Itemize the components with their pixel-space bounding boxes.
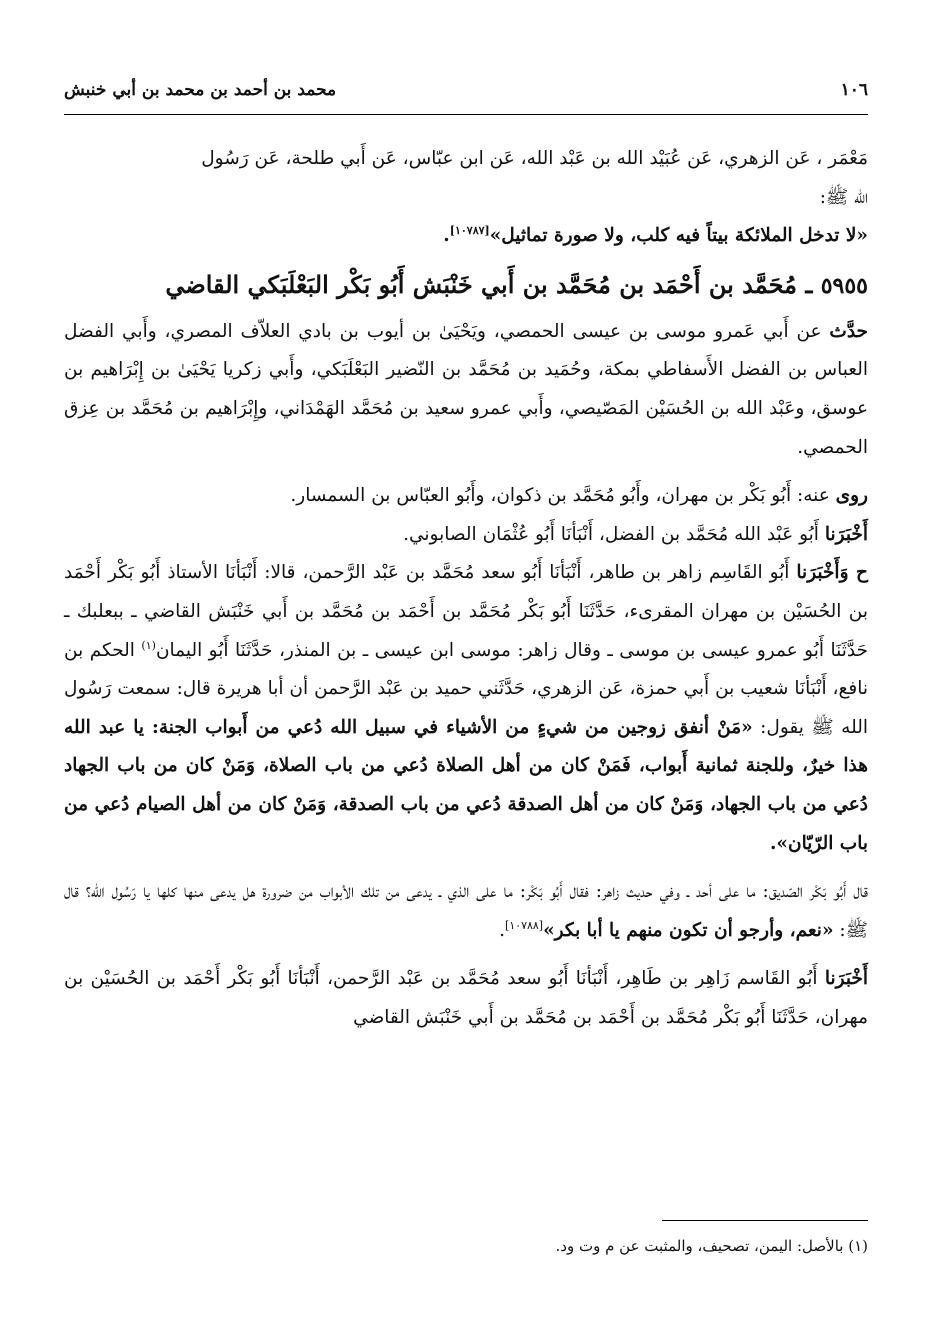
hadith-quote-1: «لا تدخل الملائكة بيتاً فيه كلب، ولا صورة تماثيل»[١٠٧٨٧]. — [443, 224, 868, 247]
entry-title: ـ مُحَمَّد بن أَحْمَد بن مُحَمَّد بن أَبي خَنْبَش أَبُو بَكْر البَعْلَبَكي القاضي — [165, 269, 813, 299]
page-header — [64, 72, 868, 108]
haddath-paragraph: حدَّث عن أَبي عَمرو موسى بن عيسى الحمصي، ويَحْيَىٰ بن أيوب بن بادي العلاّف المصري، وأَبي الفضل العباس بن الفضل الأَسفاطي بمكة، وحُمَيد بن مُحَمَّد بن النّضير البَعْلَبَكي، وأَبي زكريا يَحْيَىٰ بن إِبْرَاهيم بن عوسق، وعَبْد الله بن الحُسَيْن المَصّيصي، وأَبي عمرو سعيد بن مُحَمَّد الهَمْدَاني، وإِبْرَاهيم بن مُحَمَّد بن عِزق الحمصي. — [64, 320, 868, 458]
page-number: ١٠٦ — [840, 80, 868, 100]
abu-bakr-paragraph: قال أَبُو بَكْر الصّديق: ما على أحد ـ وفي حديث زاهر: فقال أَبُو بَكْر: ما على الذي ـ يدعى من تلك الأبواب من ضرورة هل يدعى منها كلها يا رَسُول الله؟ قال ﷺ: «نعم، وأرجو أن تكون منهم يا أبا بكر»[١٠٧٨٨]. — [64, 881, 868, 941]
intro-paragraph: مَعْمَر ، عَن الزهري، عَن عُبَيْد الله بن عَبْد الله، عَن ابن عبّاس، عَن أَبي طلحة، عَن رَسُول الله ﷺ: — [201, 148, 868, 208]
hadith-ref-2: [١٠٧٨٨] — [504, 918, 544, 932]
isnad-3: أَخْبَرَنا أَبُو القَاسم زَاهِر بن طَاهِر، أَنْبَأنَا أَبُو سعد مُحَمَّد بن عَبْد الرَّحمن، أَنْبَأنَا أَبُو بَكْر أَحْمَد بن الحُسَيْن بن مهران، حَدَّثَنَا أَبُو بَكْر مُحَمَّد بن أَحْمَد بن مُحَمَّد بن أَبي خَنْبَش القاضي — [64, 968, 868, 1028]
running-title: محمد بن أحمد بن محمد بن أبي خنبش — [64, 80, 337, 100]
rawa-paragraph: روى عنه: أَبُو بَكْر بن مهران، وأَبُو مُحَمَّد بن ذكوان، وأَبُو العبّاس بن السمسار. — [290, 485, 868, 507]
hadith-ref-1: [١٠٧٨٧] — [449, 224, 490, 238]
entry-heading — [64, 258, 868, 313]
isnad-1: أَخْبَرَنا أَبُو عَبْد الله مُحَمَّد بن الفضل، أَنْبَأنَا أَبُو عُثْمَان الصابوني. — [403, 523, 868, 545]
entry-number: ٥٩٥٥ — [820, 272, 868, 299]
hadith-quote-2: «مَنْ أنفق زوجين من شيءٍ من الأشياء في سبيل الله دُعي من أَبواب الجنة: يا عبد الله هذا خيرٌ، وللجنة ثمانية أَبواب، فَمَنْ كان من أهل الصلاة دُعي من باب الصلاة، وَمَنْ كان من باب الجهاد دُعي من باب الجهاد، وَمَنْ كان من أهل الصدقة دُعي من باب الصدقة، وَمَنْ كان من أهل الصيام دُعي من باب الرّيّان». — [64, 716, 868, 854]
isnad-2: ح وَأَخْبَرَنا أَبُو القَاسِم زاهر بن طاهر، أَنْبَأنَا أَبُو سعد مُحَمَّد بن عَبْد الرَّحمن، قالا: أَنْبَأنَا الأستاذ أَبُو بَكْر أَحْمَد بن الحُسَيْن بن مهران المقرىء، حَدَّثَنَا أَبُو بَكْر مُحَمَّد بن أَحْمَد بن مُحَمَّد بن أَبي خَنْبَش القاضي ـ ببعلبك ـ حَدَّثَنَا أَبُو عمرو عيسى بن موسى ـ وقال زاهر: موسى ابن عيسى ـ بن المنذر، حَدَّثَنَا أَبُو اليمان$^{(١)}$ الحكم بن نافع، أَنْبَأنَا شعيب بن أَبي حمزة، عَن الزهري، حَدَّثَني حميد بن عَبْد الرَّحمن أن أبا هريرة قال: سمعت رَسُول الله ﷺ يقول: «مَنْ أنفق زوجين من شيءٍ من الأشياء في سبيل الله دُعي من أَبواب الجنة: يا عبد الله هذا خيرٌ، وللجنة ثمانية أَبواب، فَمَنْ كان من أهل الصلاة دُعي من باب الصلاة، وَمَنْ كان من باب الجهاد دُعي من باب الجهاد، وَمَنْ كان من أهل الصدقة دُعي من باب الصدقة، وَمَنْ كان من أهل الصيام دُعي من باب الرّيّان». — [64, 562, 869, 854]
footnote-rule — [662, 1220, 868, 1221]
header-rule — [64, 114, 868, 115]
footnote: (١) بالأصل: اليمن، تصحيف، والمثبت عن م وت ود. — [555, 1237, 868, 1255]
footnote-marker: (١) — [141, 638, 156, 652]
page-body — [64, 140, 868, 1037]
